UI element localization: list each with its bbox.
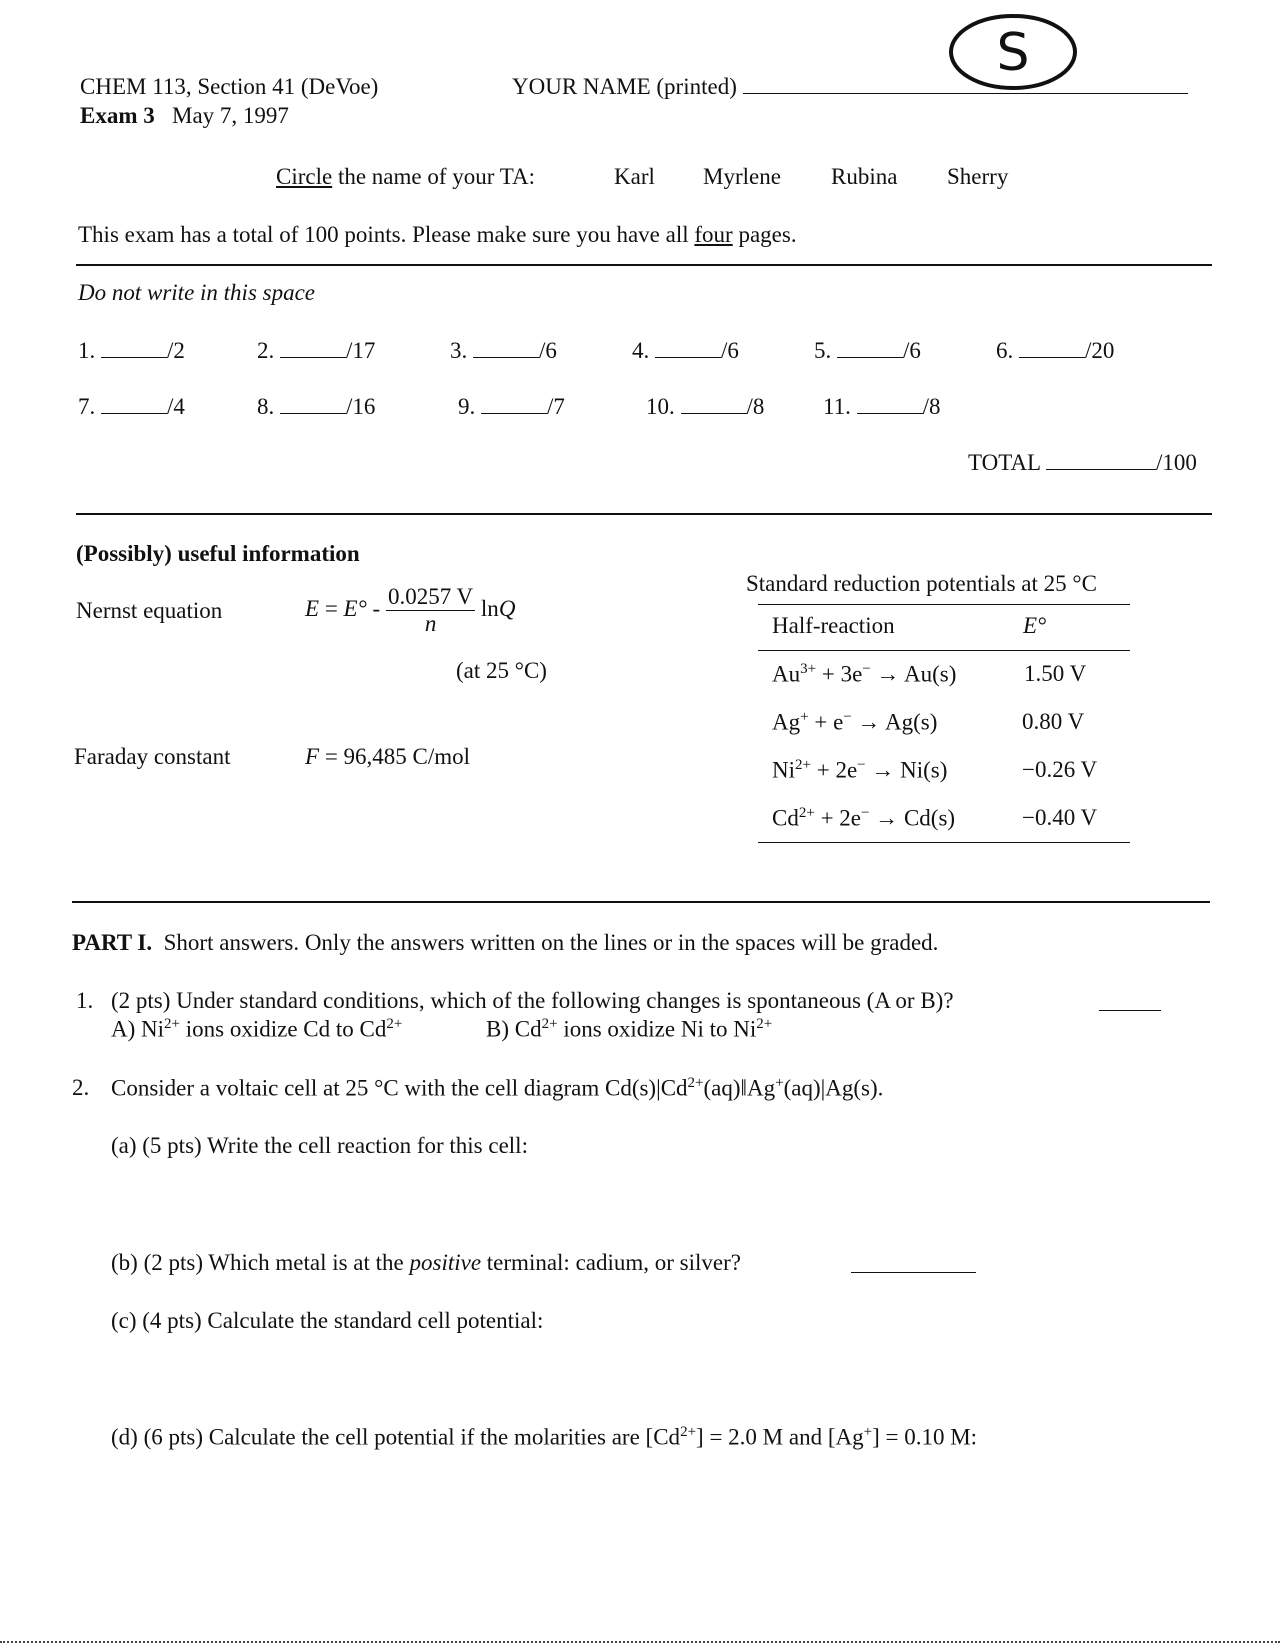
useful-info-heading: (Possibly) useful information bbox=[76, 541, 360, 566]
part1-label: PART I. bbox=[72, 930, 153, 955]
table-rule-header bbox=[758, 650, 1130, 651]
handwritten-letter: S bbox=[996, 23, 1030, 83]
q2a-text: (a) (5 pts) Write the cell reaction for this cell: bbox=[111, 1133, 528, 1158]
table-row: Ag+ + e− → Ag(s) bbox=[772, 709, 938, 735]
faraday-label: Faraday constant bbox=[74, 744, 231, 769]
table-cell-potential: −0.26 V bbox=[1022, 757, 1098, 782]
part1-intro: Short answers. Only the answers written on the lines or in the spaces will be graded. bbox=[163, 930, 939, 955]
table-row: $Ni^{2+} + 2e^- \to Ni(s)$ bbox=[772, 757, 948, 783]
divider bbox=[76, 513, 1212, 515]
divider bbox=[72, 901, 1210, 903]
ta-prompt-text: the name of your TA: bbox=[332, 164, 535, 189]
table-row: $Cd^{2+} + 2e^- \to Cd(s)$ bbox=[772, 805, 956, 831]
table-cell-potential: 1.50 V bbox=[1024, 661, 1087, 686]
table-cell-potential: 0.80 V bbox=[1022, 709, 1085, 734]
q2b-text: (b) (2 pts) Which metal is at the positive terminal: cadium, or silver? bbox=[111, 1250, 741, 1275]
score-q3: 3. /6 bbox=[450, 338, 557, 363]
q1-option-b: B) $Cd^{2+}$ ions oxidize Ni to $Ni^{2+}$ bbox=[486, 1016, 773, 1042]
q2-stem: Consider a voltaic cell at 25 °C with the cell diagram $Cd(s)|Cd^{2+}(aq)‖Ag^+(aq)|Ag(s)$. bbox=[111, 1075, 884, 1101]
ta-prompt bbox=[276, 164, 535, 190]
score-q1: 1. /2 bbox=[78, 338, 185, 363]
score-q4: 4. /6 bbox=[632, 338, 739, 363]
table-row: $Au^{3+} + 3e^- \to Au(s)$ bbox=[772, 661, 957, 687]
score-q5: 5. /6 bbox=[814, 338, 921, 363]
table-header-e0: E° bbox=[1023, 613, 1047, 638]
exam-label: Exam 3 bbox=[80, 103, 155, 128]
q1-answer-line[interactable] bbox=[1099, 1010, 1161, 1011]
exam-date: May 7, 1997 bbox=[172, 103, 289, 128]
instructions-text: This exam has a total of 100 points. Please make sure you have all bbox=[78, 222, 695, 247]
ta-name-myrlene[interactable]: Myrlene bbox=[703, 164, 781, 189]
instructions-underlined: four bbox=[694, 222, 733, 247]
exam-instructions bbox=[78, 222, 797, 248]
q1-text: (2 pts) Under standard conditions, which of the following changes is spontaneous (A or B)? bbox=[111, 988, 954, 1013]
q1-number: 1. bbox=[76, 988, 94, 1013]
ta-name-karl[interactable]: Karl bbox=[614, 164, 655, 189]
score-q8: 8. /16 bbox=[257, 394, 376, 419]
circle-word: Circle bbox=[276, 164, 333, 189]
grading-note: Do not write in this space bbox=[78, 280, 316, 305]
score-q2: 2. /17 bbox=[257, 338, 376, 363]
table-title: Standard reduction potentials at 25 °C bbox=[746, 571, 1097, 596]
score-q9: 9. /7 bbox=[458, 394, 565, 419]
instructions-text-end: pages. bbox=[732, 222, 797, 247]
name-label: YOUR NAME (printed) bbox=[512, 74, 737, 99]
nernst-fraction: $\frac{0.0257 V}{n}$ bbox=[387, 584, 474, 636]
nernst-temperature: (at 25 °C) bbox=[456, 658, 547, 683]
nernst-label: Nernst equation bbox=[76, 598, 223, 623]
name-line bbox=[512, 74, 1188, 100]
score-total: TOTAL /100 bbox=[968, 450, 1197, 475]
q1-option-a: A) $Ni^{2+}$ ions oxidize Cd to $Cd^{2+}$ bbox=[111, 1016, 403, 1042]
q2b-answer-line[interactable] bbox=[851, 1272, 976, 1273]
score-q7: 7. /4 bbox=[78, 394, 185, 419]
scan-edge bbox=[0, 1641, 1280, 1643]
divider bbox=[76, 264, 1212, 266]
table-rule-top bbox=[758, 604, 1130, 605]
score-q10: 10. /8 bbox=[646, 394, 765, 419]
table-rule-bottom bbox=[758, 842, 1130, 843]
q2-number: 2. bbox=[72, 1075, 90, 1100]
exam-line bbox=[80, 103, 289, 129]
score-q11: 11. /8 bbox=[823, 394, 941, 419]
faraday-value: F = 96,485 C/mol bbox=[305, 744, 471, 769]
ta-name-rubina[interactable]: Rubina bbox=[831, 164, 898, 189]
score-q6: 6. /20 bbox=[996, 338, 1115, 363]
handwritten-section-mark bbox=[945, 10, 1085, 95]
q2c-text: (c) (4 pts) Calculate the standard cell potential: bbox=[111, 1308, 544, 1333]
table-header-reaction: Half-reaction bbox=[772, 613, 895, 638]
nernst-equation: E = E° - $\frac{0.0257 V}{n}$ lnQ bbox=[305, 584, 516, 636]
ta-name-sherry[interactable]: Sherry bbox=[947, 164, 1009, 189]
table-cell-potential: −0.40 V bbox=[1022, 805, 1098, 830]
course-title: CHEM 113, Section 41 (DeVoe) bbox=[80, 74, 379, 99]
q2d-text: (d) (6 pts) Calculate the cell potential if the molarities are $[Cd^{2+}] = 2.0$ M and [Ag+] = 0.10 M: bbox=[111, 1424, 978, 1450]
part1-heading bbox=[72, 930, 938, 956]
